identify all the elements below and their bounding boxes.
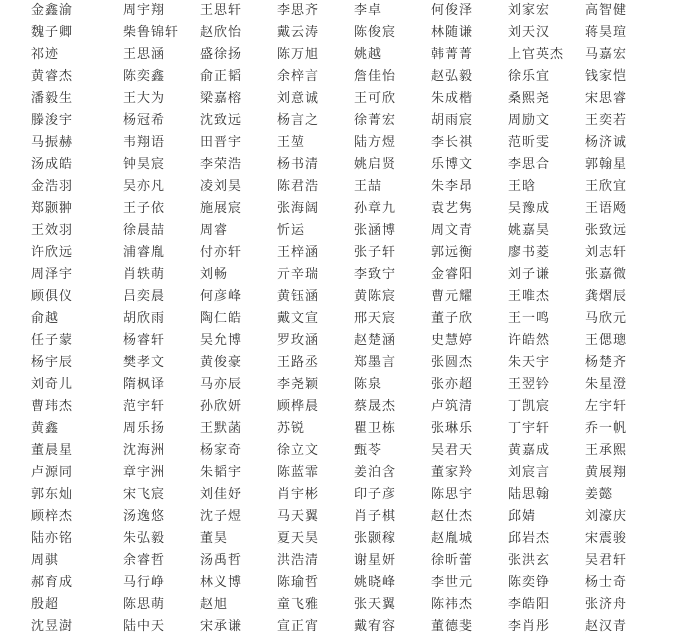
name-cell: 卢筑清 (431, 399, 474, 414)
name-cell: 戴云涛 (277, 25, 320, 40)
name-cell: 任子蒙 (31, 333, 74, 348)
name-cell: 宋承谦 (200, 619, 243, 634)
name-cell: 宋飞宸 (123, 487, 166, 502)
name-cell: 俞越 (31, 311, 60, 326)
name-cell: 上官英杰 (508, 47, 565, 62)
name-cell: 刘畅 (200, 267, 229, 282)
name-cell: 李世元 (431, 575, 474, 590)
name-cell: 刘意诚 (277, 91, 320, 106)
name-cell: 陈思宇 (431, 487, 474, 502)
name-row (0, 462, 681, 484)
name-cell: 刘宸言 (508, 465, 551, 480)
name-cell: 潘毅生 (31, 91, 74, 106)
name-cell: 张致远 (585, 223, 628, 238)
name-cell: 黄睿杰 (31, 69, 74, 84)
name-cell: 李皓阳 (508, 597, 551, 612)
name-cell: 王承熙 (585, 443, 628, 458)
name-cell: 刘佳妤 (200, 487, 243, 502)
name-cell: 蔡晟杰 (354, 399, 397, 414)
name-cell: 余睿哲 (123, 553, 166, 568)
name-cell: 李思齐 (277, 3, 320, 18)
name-cell: 陈君浩 (277, 179, 320, 194)
name-cell: 许皓然 (508, 333, 551, 348)
name-cell: 许欣远 (31, 245, 74, 260)
name-cell: 盛徐扬 (200, 47, 243, 62)
name-cell: 沈昱澍 (31, 619, 74, 634)
name-row (0, 330, 681, 352)
name-cell: 洪浩清 (277, 553, 320, 568)
name-cell: 邱婧 (508, 509, 537, 524)
name-cell: 郑墨言 (354, 355, 397, 370)
name-cell: 祁迹 (31, 47, 60, 62)
name-cell: 张亦超 (431, 377, 474, 392)
name-cell: 沈致远 (200, 113, 243, 128)
name-cell: 王大为 (123, 91, 166, 106)
name-row (0, 374, 681, 396)
name-cell: 赵胤城 (431, 531, 474, 546)
name-cell: 徐菁宏 (354, 113, 397, 128)
name-cell: 郑颢翀 (31, 201, 74, 216)
name-cell: 亓辛瑞 (277, 267, 320, 282)
name-cell: 刘家宏 (508, 3, 551, 18)
name-cell: 周泽宇 (31, 267, 74, 282)
name-row (0, 132, 681, 154)
name-cell: 汤禹哲 (200, 553, 243, 568)
name-cell: 卢源同 (31, 465, 74, 480)
name-row (0, 418, 681, 440)
name-cell: 肖子棋 (354, 509, 397, 524)
name-cell: 郭远衡 (431, 245, 474, 260)
name-cell: 隋枫译 (123, 377, 166, 392)
name-cell: 吴允博 (200, 333, 243, 348)
name-cell: 凌刘昊 (200, 179, 243, 194)
name-cell: 王路丞 (277, 355, 320, 370)
name-row (0, 154, 681, 176)
name-cell: 丁凯宸 (508, 399, 551, 414)
name-cell: 金浩羽 (31, 179, 74, 194)
name-cell: 左宇轩 (585, 399, 628, 414)
name-cell: 吴君轩 (585, 553, 628, 568)
name-cell: 黄陈宸 (354, 289, 397, 304)
name-cell: 王一鸣 (508, 311, 551, 326)
name-cell: 浦睿胤 (123, 245, 166, 260)
name-cell: 桑熙尧 (508, 91, 551, 106)
name-cell: 施展宸 (200, 201, 243, 216)
name-cell: 吴君天 (431, 443, 474, 458)
name-cell: 胡欣雨 (123, 311, 166, 326)
name-cell: 董子欣 (431, 311, 474, 326)
name-cell: 王可欣 (354, 91, 397, 106)
name-cell: 周励文 (508, 113, 551, 128)
name-cell: 顾俱仪 (31, 289, 74, 304)
name-cell: 王堃 (277, 135, 306, 150)
name-cell: 童飞雅 (277, 597, 320, 612)
name-row (0, 550, 681, 572)
name-row (0, 44, 681, 66)
name-cell: 张嘉微 (585, 267, 628, 282)
name-cell: 李思合 (508, 157, 551, 172)
name-row (0, 22, 681, 44)
name-cell: 杨言之 (277, 113, 320, 128)
name-cell: 陈蓝霏 (277, 465, 320, 480)
name-cell: 孙欣妍 (200, 399, 243, 414)
name-cell: 陈祎杰 (431, 597, 474, 612)
name-row (0, 396, 681, 418)
name-cell: 曹元耀 (431, 289, 474, 304)
name-cell: 朱成楷 (431, 91, 474, 106)
name-cell: 杨冠希 (123, 113, 166, 128)
name-cell: 黄展翔 (585, 465, 628, 480)
name-cell: 顾桦晨 (277, 399, 320, 414)
name-cell: 丁宇轩 (508, 421, 551, 436)
name-cell: 夏天昊 (277, 531, 320, 546)
name-cell: 龚熠辰 (585, 289, 628, 304)
name-cell: 陈奕铮 (508, 575, 551, 590)
name-cell: 姜懿 (585, 487, 614, 502)
name-cell: 陈奕鑫 (123, 69, 166, 84)
name-cell: 赵楚涵 (354, 333, 397, 348)
name-cell: 张子轩 (354, 245, 397, 260)
name-cell: 杨睿轩 (123, 333, 166, 348)
name-cell: 周睿 (200, 223, 229, 238)
name-cell: 刘奇儿 (31, 377, 74, 392)
name-cell: 郭东灿 (31, 487, 74, 502)
name-cell: 姚嘉昊 (508, 223, 551, 238)
name-cell: 赵弘毅 (431, 69, 474, 84)
name-cell: 何俊泽 (431, 3, 474, 18)
name-cell: 魏子卿 (31, 25, 74, 40)
name-cell: 林随谦 (431, 25, 474, 40)
name-cell: 宋震骏 (585, 531, 628, 546)
name-cell: 陆亦铭 (31, 531, 74, 546)
name-cell: 孙章九 (354, 201, 397, 216)
name-cell: 朱弘毅 (123, 531, 166, 546)
name-cell: 王翌钤 (508, 377, 551, 392)
name-cell: 戴宥容 (354, 619, 397, 634)
name-cell: 邱岩杰 (508, 531, 551, 546)
name-cell: 张涵博 (354, 223, 397, 238)
name-cell: 陈俊宸 (354, 25, 397, 40)
name-row (0, 440, 681, 462)
name-cell: 田晋宇 (200, 135, 243, 150)
name-row (0, 110, 681, 132)
name-cell: 徐立文 (277, 443, 320, 458)
name-row (0, 242, 681, 264)
name-row (0, 352, 681, 374)
name-cell: 金鑫渝 (31, 3, 74, 18)
name-row (0, 572, 681, 594)
name-cell: 滕浚宇 (31, 113, 74, 128)
name-cell: 樊孝文 (123, 355, 166, 370)
name-cell: 姜泊含 (354, 465, 397, 480)
name-cell: 王唯杰 (508, 289, 551, 304)
name-row (0, 88, 681, 110)
name-cell: 张琳乐 (431, 421, 474, 436)
name-cell: 戴文宣 (277, 311, 320, 326)
name-cell: 董德斐 (431, 619, 474, 634)
name-cell: 杨家奇 (200, 443, 243, 458)
name-cell: 姚启贤 (354, 157, 397, 172)
name-cell: 陈万旭 (277, 47, 320, 62)
name-cell: 蒋昊瑄 (585, 25, 628, 40)
name-cell: 陆中天 (123, 619, 166, 634)
name-cell: 赵仕杰 (431, 509, 474, 524)
name-cell: 何彦峰 (200, 289, 243, 304)
name-cell: 刘志轩 (585, 245, 628, 260)
name-cell: 马天翼 (277, 509, 320, 524)
name-cell: 陆思翰 (508, 487, 551, 502)
name-cell: 沈子煜 (200, 509, 243, 524)
name-cell: 陈思萌 (123, 597, 166, 612)
name-cell: 张颢稼 (354, 531, 397, 546)
name-cell: 朱李昂 (431, 179, 474, 194)
name-cell: 李长祺 (431, 135, 474, 150)
name-cell: 范宇轩 (123, 399, 166, 414)
name-cell: 黄俊豪 (200, 355, 243, 370)
name-cell: 梁嘉榕 (200, 91, 243, 106)
name-cell: 张海阔 (277, 201, 320, 216)
name-cell: 郭翰星 (585, 157, 628, 172)
name-cell: 吴亦凡 (123, 179, 166, 194)
name-cell: 李肖彤 (508, 619, 551, 634)
name-cell: 王思涵 (123, 47, 166, 62)
name-cell: 詹佳怡 (354, 69, 397, 84)
name-cell: 邢天宸 (354, 311, 397, 326)
name-cell: 王效羽 (31, 223, 74, 238)
name-cell: 杨楚齐 (585, 355, 628, 370)
name-row (0, 286, 681, 308)
name-cell: 周文青 (431, 223, 474, 238)
name-cell: 林义博 (200, 575, 243, 590)
name-cell: 张洪玄 (508, 553, 551, 568)
name-cell: 余梓言 (277, 69, 320, 84)
name-cell: 甄苓 (354, 443, 383, 458)
name-cell: 徐昕蕾 (431, 553, 474, 568)
name-cell: 钱家恺 (585, 69, 628, 84)
name-cell: 陈瑜哲 (277, 575, 320, 590)
name-cell: 王默菡 (200, 421, 243, 436)
name-cell: 金睿阳 (431, 267, 474, 282)
name-row (0, 220, 681, 242)
name-cell: 朱星澄 (585, 377, 628, 392)
name-cell: 杨宇辰 (31, 355, 74, 370)
name-row (0, 616, 681, 638)
name-row (0, 506, 681, 528)
name-cell: 汤成皓 (31, 157, 74, 172)
name-cell: 王思轩 (200, 3, 243, 18)
name-cell: 周宇翔 (123, 3, 166, 18)
name-cell: 周乐扬 (123, 421, 166, 436)
name-cell: 刘天汉 (508, 25, 551, 40)
name-cell: 王梓涵 (277, 245, 320, 260)
name-cell: 郝育成 (31, 575, 74, 590)
name-cell: 李卓 (354, 3, 383, 18)
name-cell: 钟昊宸 (123, 157, 166, 172)
name-cell: 李致宁 (354, 267, 397, 282)
name-cell: 陆方煜 (354, 135, 397, 150)
name-cell: 李尧颖 (277, 377, 320, 392)
name-cell: 王奕若 (585, 113, 628, 128)
name-cell: 韦翔语 (123, 135, 166, 150)
name-cell: 杨济诚 (585, 135, 628, 150)
name-cell: 印子彦 (354, 487, 397, 502)
name-cell: 朱韬宇 (200, 465, 243, 480)
name-row (0, 0, 681, 22)
name-cell: 李荣浩 (200, 157, 243, 172)
name-cell: 张天翼 (354, 597, 397, 612)
name-cell: 陈泉 (354, 377, 383, 392)
name-cell: 王晗 (508, 179, 537, 194)
name-row (0, 176, 681, 198)
name-cell: 俞正韬 (200, 69, 243, 84)
name-row (0, 264, 681, 286)
name-cell: 吕奕晨 (123, 289, 166, 304)
name-cell: 袁艺隽 (431, 201, 474, 216)
name-cell: 朱天宇 (508, 355, 551, 370)
name-cell: 廖书菱 (508, 245, 551, 260)
name-cell: 姚越 (354, 47, 383, 62)
name-cell: 苏锐 (277, 421, 306, 436)
name-cell: 王喆 (354, 179, 383, 194)
name-cell: 吴豫成 (508, 201, 551, 216)
name-cell: 马行峥 (123, 575, 166, 590)
name-row (0, 198, 681, 220)
name-cell: 马嘉宏 (585, 47, 628, 62)
name-cell: 宣正宵 (277, 619, 320, 634)
name-cell: 柴鲁锦轩 (123, 25, 180, 40)
name-cell: 黄钰涵 (277, 289, 320, 304)
name-row (0, 66, 681, 88)
name-cell: 史慧婷 (431, 333, 474, 348)
name-cell: 马亦辰 (200, 377, 243, 392)
name-cell: 汤逸悠 (123, 509, 166, 524)
name-cell: 肖轶萌 (123, 267, 166, 282)
name-cell: 徐乐宜 (508, 69, 551, 84)
name-cell: 黄鑫 (31, 421, 60, 436)
name-row (0, 594, 681, 616)
name-cell: 高智健 (585, 3, 628, 18)
name-cell: 陶仁皓 (200, 311, 243, 326)
name-cell: 董昊 (200, 531, 229, 546)
name-cell: 宋思睿 (585, 91, 628, 106)
name-cell: 张圆杰 (431, 355, 474, 370)
name-cell: 付亦轩 (200, 245, 243, 260)
name-cell: 肖宇彬 (277, 487, 320, 502)
name-cell: 赵汉青 (585, 619, 628, 634)
name-cell: 胡雨宸 (431, 113, 474, 128)
name-cell: 姚晓峰 (354, 575, 397, 590)
name-cell: 谢星妍 (354, 553, 397, 568)
name-cell: 曹玮杰 (31, 399, 74, 414)
name-cell: 董家羚 (431, 465, 474, 480)
name-cell: 马振赫 (31, 135, 74, 150)
name-row (0, 528, 681, 550)
name-cell: 徐晨喆 (123, 223, 166, 238)
name-cell: 章宇洲 (123, 465, 166, 480)
name-cell: 赵欣怡 (200, 25, 243, 40)
name-cell: 杨书清 (277, 157, 320, 172)
name-cell: 沈海洲 (123, 443, 166, 458)
name-cell: 王偲璁 (585, 333, 628, 348)
name-cell: 刘子谦 (508, 267, 551, 282)
name-cell: 黄嘉成 (508, 443, 551, 458)
name-cell: 杨士奇 (585, 575, 628, 590)
name-cell: 刘濠庆 (585, 509, 628, 524)
name-cell: 乐博文 (431, 157, 474, 172)
name-cell: 范昕雯 (508, 135, 551, 150)
name-row (0, 308, 681, 330)
name-cell: 瞿卫栋 (354, 421, 397, 436)
name-cell: 王语飏 (585, 201, 628, 216)
name-cell: 顾梓杰 (31, 509, 74, 524)
name-cell: 赵旭 (200, 597, 229, 612)
name-cell: 王欣宜 (585, 179, 628, 194)
name-cell: 韩菁菁 (431, 47, 474, 62)
name-cell: 王子依 (123, 201, 166, 216)
name-row (0, 484, 681, 506)
name-cell: 张济舟 (585, 597, 628, 612)
name-cell: 周骐 (31, 553, 60, 568)
name-cell: 罗玫涵 (277, 333, 320, 348)
name-cell: 忻运 (277, 223, 306, 238)
name-cell: 乔一帆 (585, 421, 628, 436)
name-cell: 马欣元 (585, 311, 628, 326)
name-cell: 殷超 (31, 597, 60, 612)
name-cell: 董晨星 (31, 443, 74, 458)
